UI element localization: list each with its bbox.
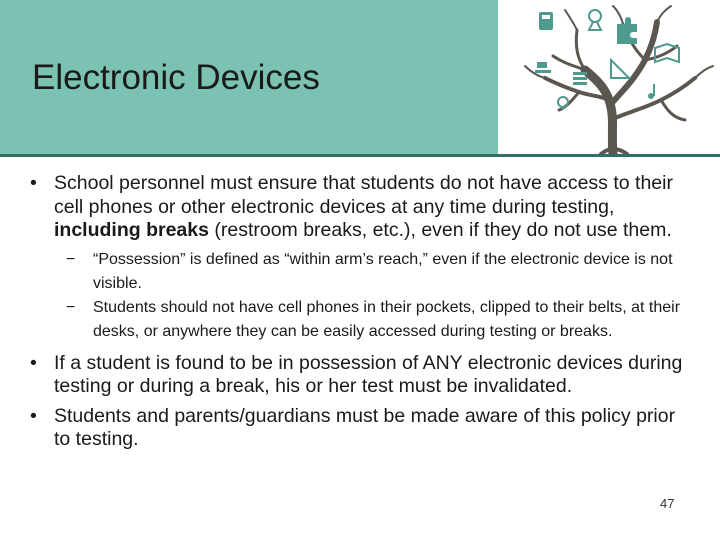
bullet-text: Students and parents/guardians must be made aware of this policy prior to testing. bbox=[54, 404, 676, 450]
sub-bullet-text: Students should not have cell phones in their pockets, clipped to their belts, at their desks, or anywhere they can be easily accessed during testing or breaks. bbox=[93, 298, 681, 340]
flask-icon bbox=[589, 10, 601, 30]
sub-bullet-marker: − bbox=[66, 250, 76, 268]
sub-bullet-marker: − bbox=[66, 298, 76, 316]
knowledge-tree-illustration bbox=[505, 0, 720, 154]
calculator-icon bbox=[539, 12, 553, 30]
triangle-ruler-icon bbox=[611, 60, 629, 78]
bullet-item bbox=[30, 352, 690, 399]
bullet-item bbox=[30, 172, 690, 243]
bullet-marker: • bbox=[30, 172, 37, 194]
sub-bullet-item bbox=[30, 296, 690, 344]
bullet-text: School personnel must ensure that students do not have access to their cell phones or other electronic devices at any time during testing, bbox=[54, 172, 673, 218]
bullet-marker: • bbox=[30, 351, 37, 374]
page-number: 47 bbox=[660, 496, 675, 511]
sub-bullet-item bbox=[30, 248, 690, 296]
music-note-icon bbox=[648, 84, 655, 99]
slide-title: Electronic Devices bbox=[32, 58, 320, 97]
books-icon bbox=[573, 72, 587, 85]
lightbulb-icon bbox=[558, 97, 568, 108]
sub-bullet-text: “Possession” is defined as “within arm’s reach,” even if the electronic device is not visible. bbox=[93, 250, 673, 292]
slide-header bbox=[0, 0, 720, 156]
bullet-marker: • bbox=[30, 404, 37, 427]
puzzle-icon bbox=[617, 17, 637, 44]
slide-body bbox=[30, 172, 690, 458]
header-divider bbox=[0, 154, 720, 157]
bullet-emphasis: including breaks bbox=[54, 219, 209, 241]
bullet-text: If a student is found to be in possession of ANY electronic devices during testing or during a break, his or her test must be invalidated. bbox=[54, 351, 683, 397]
bullet-text: (restroom breaks, etc.), even if they do not use them. bbox=[208, 219, 672, 241]
bullet-item bbox=[30, 405, 690, 452]
microscope-icon bbox=[535, 62, 551, 73]
sub-bullet-list bbox=[30, 248, 690, 344]
